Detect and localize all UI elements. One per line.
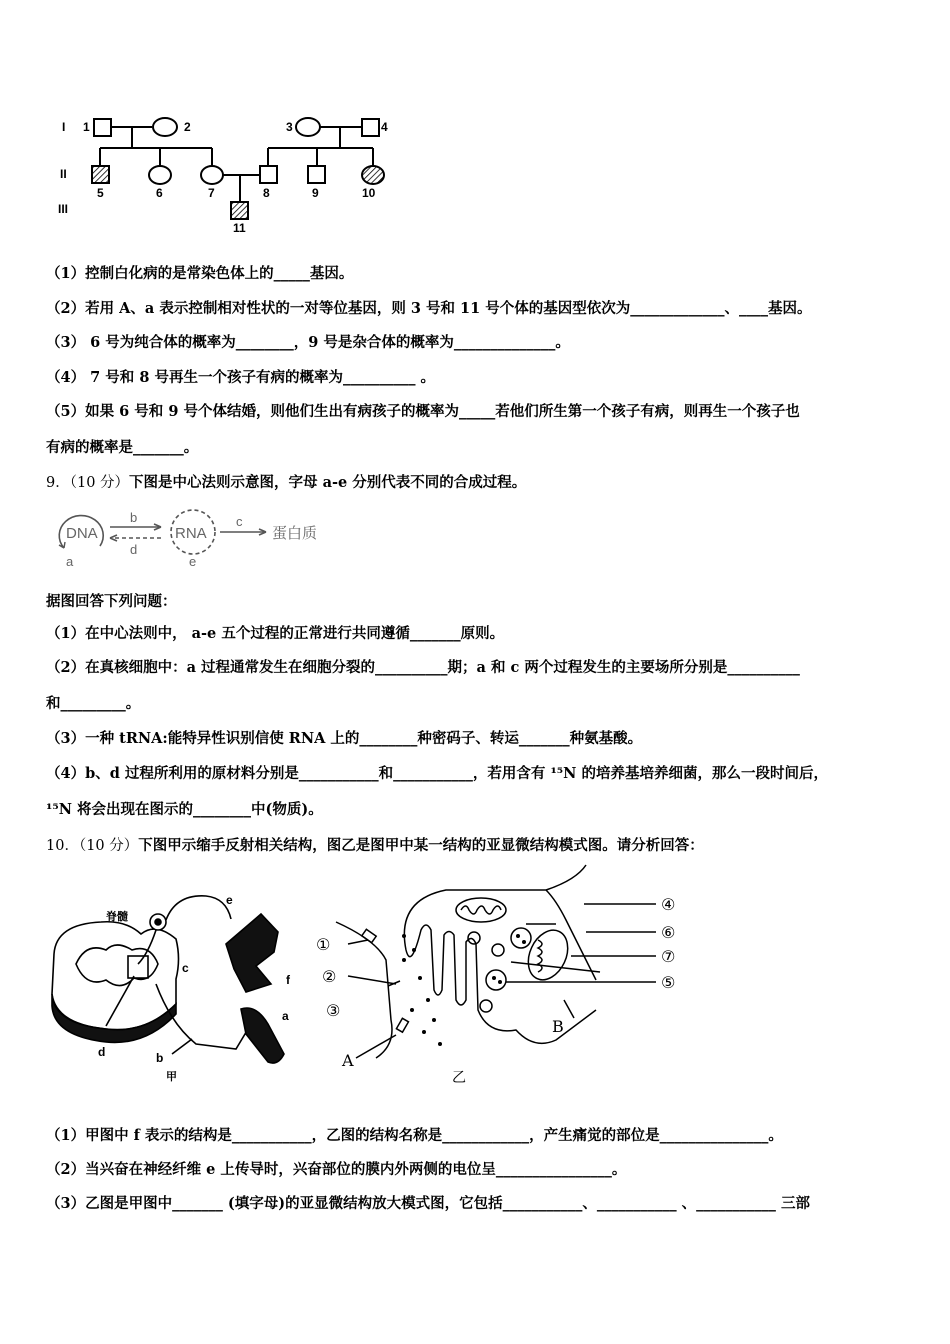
protein-label: 蛋白质 <box>272 524 318 542</box>
process-b-label: b <box>130 510 138 525</box>
process-c-label: c <box>236 514 243 529</box>
pedigree-male-9 <box>308 166 325 183</box>
gen-label-2: II <box>60 167 67 181</box>
pedigree-male-8 <box>260 166 277 183</box>
synapse-figure <box>316 860 696 1090</box>
pedigree-male-1 <box>94 119 111 136</box>
ind-label-7: 7 <box>208 186 215 200</box>
q8-line-3: （3） 6 号为纯合体的概率为________，9 号是杂合体的概率为______________。 <box>46 334 570 351</box>
jia-label-b: b <box>156 1051 164 1065</box>
jia-label-a: a <box>282 1009 289 1023</box>
q10-line-1: （1）甲图中 f 表示的结构是___________，乙图的结构名称是____________，产生痛觉的部位是_______________。 <box>46 1127 783 1144</box>
rna-label: RNA <box>175 525 207 542</box>
q9-line-5: （4）b、d 过程所利用的原材料分别是___________和___________，若用含有 ¹⁵N 的培养基培养细菌，那么一段时间后， <box>46 765 828 782</box>
q10-line-2: （2）当兴奋在神经纤维 e 上传导时，兴奋部位的膜内外两侧的电位呈________________。 <box>46 1161 627 1178</box>
q9-line-4: （3）一种 tRNA:能特异性识别信使 RNA 上的________种密码子、转运_______种氨基酸。 <box>46 730 643 747</box>
q9-score: （10 分） <box>69 475 130 491</box>
afferent-nerve-e <box>166 896 231 920</box>
yi-label-6: ⑥ <box>661 925 676 942</box>
q10-stem: 下图甲示缩手反射相关结构，图乙是图甲中某一结构的亚显微结构模式图。请分析回答： <box>138 837 704 854</box>
pedigree-female-2 <box>153 118 177 136</box>
gen-label-3: III <box>58 202 69 216</box>
ind-label-2: 2 <box>184 120 191 134</box>
ind-label-9: 9 <box>312 186 319 200</box>
pedigree-female-6 <box>149 166 171 184</box>
postsynaptic-membrane <box>336 922 392 1058</box>
pedigree-male-11-affected <box>231 202 248 219</box>
q9-number: 9． <box>46 475 70 491</box>
mitochondrion-top <box>456 898 506 922</box>
yi-label-A: A <box>342 1051 354 1070</box>
q9-line-3: 和_________。 <box>46 695 141 712</box>
jia-label-e: e <box>226 893 233 907</box>
q8-line-2: （2）若用 A、a 表示控制相对性状的一对等位基因，则 3 号和 11 号个体的基因型依次为_____________、____基因。 <box>46 300 812 317</box>
yi-caption: 乙 <box>452 1070 466 1086</box>
yi-label-7: ⑦ <box>661 949 676 966</box>
q9-heading <box>46 471 526 492</box>
q9-line-6: ¹⁵N 将会出现在图示的________中(物质)。 <box>46 801 323 818</box>
pedigree-diagram <box>50 108 410 233</box>
q9-line-2: （2）在真核细胞中：a 过程通常发生在细胞分裂的__________期；a 和 c 两个过程发生的主要场所分别是__________ <box>46 659 800 676</box>
pedigree-female-10-affected <box>362 166 384 184</box>
yi-label-5: ⑤ <box>661 975 676 992</box>
jia-caption: 甲 <box>166 1070 177 1083</box>
ind-label-4: 4 <box>381 120 388 134</box>
q9-intro: 据图回答下列问题： <box>46 593 177 610</box>
yi-label-B: B <box>552 1017 564 1036</box>
pedigree-female-7 <box>201 166 223 184</box>
q8-line-5: （5）如果 6 号和 9 号个体结婚，则他们生出有病孩子的概率为_____若他们所生第一个孩子有病，则再生一个孩子也 <box>46 403 800 420</box>
q10-line-3: （3）乙图是甲图中_______ (填字母)的亚显微结构放大模式图，它包括___________、___________ 、___________ 三部 <box>46 1195 810 1212</box>
pedigree-male-4 <box>362 119 379 136</box>
q8-line-1: （1）控制白化病的是常染色体上的_____基因。 <box>46 265 354 282</box>
q8-line-4: （4） 7 号和 8 号再生一个孩子有病的概率为__________ 。 <box>46 369 436 386</box>
grey-matter <box>76 945 158 986</box>
q9-line-1: （1）在中心法则中， a-e 五个过程的正常进行共同遵循_______原则。 <box>46 625 505 642</box>
ind-label-10: 10 <box>362 186 376 200</box>
jia-label-d: d <box>98 1045 106 1059</box>
q8-line-6: 有病的概率是_______。 <box>46 439 199 456</box>
ind-label-3: 3 <box>286 120 293 134</box>
ind-label-8: 8 <box>263 186 270 200</box>
reflex-arc-figure <box>46 884 316 1094</box>
receptor-f <box>226 914 278 992</box>
pedigree-male-5-affected <box>92 166 109 183</box>
q10-heading <box>46 834 704 855</box>
spinal-label: 脊髓 <box>106 910 128 923</box>
synaptic-vesicle-large <box>486 970 506 990</box>
process-d-label: d <box>130 542 138 557</box>
jia-label-c: c <box>182 961 189 975</box>
q10-score: （10 分） <box>78 838 139 854</box>
ind-label-6: 6 <box>156 186 163 200</box>
yi-label-3: ③ <box>326 1003 341 1020</box>
yi-label-2: ② <box>322 969 337 986</box>
yi-label-1: ① <box>316 937 331 954</box>
q10-number: 10． <box>46 838 79 854</box>
gen-label-1: I <box>62 120 66 134</box>
pedigree-female-3 <box>296 118 320 136</box>
process-a-label: a <box>66 554 74 569</box>
q9-stem: 下图是中心法则示意图，字母 a-e 分别代表不同的合成过程。 <box>129 474 527 491</box>
ind-label-11: 11 <box>233 221 246 233</box>
ind-label-5: 5 <box>97 186 104 200</box>
ind-label-1: 1 <box>83 120 90 134</box>
jia-label-f: f <box>286 973 290 987</box>
dna-label: DNA <box>66 525 98 542</box>
mitochondrion-right <box>521 924 576 986</box>
yi-label-4: ④ <box>661 897 676 914</box>
process-e-label: e <box>189 554 197 569</box>
effector-a <box>241 1008 284 1063</box>
central-dogma-diagram <box>48 502 348 572</box>
